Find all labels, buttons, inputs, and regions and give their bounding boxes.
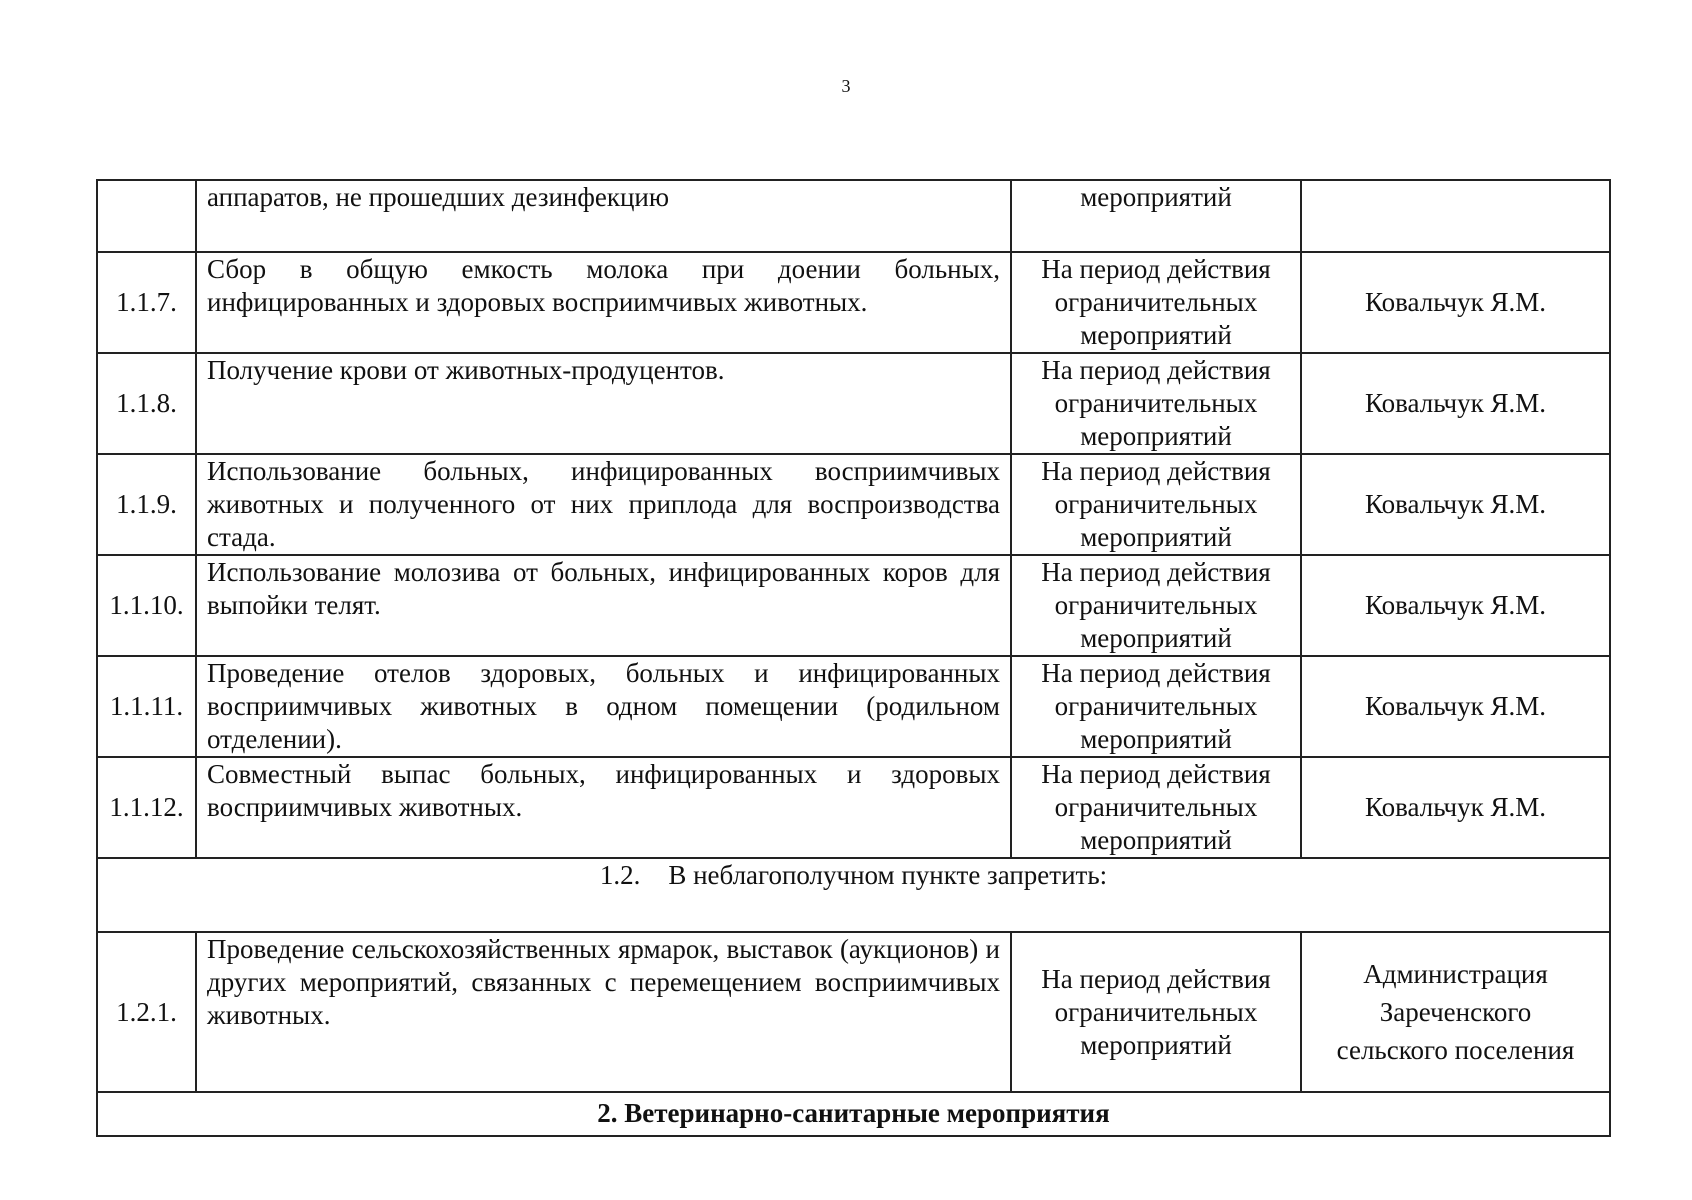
row-number: 1.1.10. [97, 555, 196, 656]
row-responsible: Ковальчук Я.М. [1301, 656, 1610, 757]
row-responsible: Ковальчук Я.М. [1301, 252, 1610, 353]
table-row [97, 454, 1610, 555]
row-period: На период действия ограничительных мероприятий [1011, 454, 1301, 555]
section-row [97, 858, 1610, 932]
row-period: мероприятий [1011, 180, 1301, 252]
row-description: аппаратов, не прошедших дезинфекцию [196, 180, 1011, 252]
row-responsible: Ковальчук Я.М. [1301, 757, 1610, 858]
table-row [97, 252, 1610, 353]
row-responsible: Ковальчук Я.М. [1301, 454, 1610, 555]
row-number: 1.1.12. [97, 757, 196, 858]
row-period: На период действия ограничительных мероприятий [1011, 932, 1301, 1092]
row-period: На период действия ограничительных мероприятий [1011, 757, 1301, 858]
row-description: Проведение сельскохозяйственных ярмарок, выставок (аукционов) и других мероприятий, связанных с перемещением восприимчивых животных. [196, 932, 1011, 1092]
section-text: В неблагополучном пункте запретить: [668, 860, 1108, 890]
row-responsible: Ковальчук Я.М. [1301, 555, 1610, 656]
row-period: На период действия ограничительных мероприятий [1011, 353, 1301, 454]
row-description: Совместный выпас больных, инфицированных и здоровых восприимчивых животных. [196, 757, 1011, 858]
table-row [97, 180, 1610, 252]
row-number: 1.1.8. [97, 353, 196, 454]
row-number: 1.1.9. [97, 454, 196, 555]
row-description: Использование больных, инфицированных восприимчивых животных и полученного от них приплода для воспроизводства стада. [196, 454, 1011, 555]
row-responsible [1301, 180, 1610, 252]
page-number: 3 [841, 76, 851, 96]
row-description: Использование молозива от больных, инфицированных коров для выпойки телят. [196, 555, 1011, 656]
table-row [97, 656, 1610, 757]
row-period: На период действия ограничительных мероприятий [1011, 555, 1301, 656]
row-responsible: Администрация Зареченского сельского поселения [1301, 932, 1610, 1092]
row-description: Сбор в общую емкость молока при доении больных, инфицированных и здоровых восприимчивых животных. [196, 252, 1011, 353]
measures-table [96, 179, 1611, 1137]
table-row [97, 353, 1610, 454]
section-title [97, 858, 1610, 932]
section-number: 1.2. [599, 860, 641, 890]
section-heading: 2. Ветеринарно-санитарные мероприятия [97, 1092, 1610, 1136]
table-row [97, 932, 1610, 1092]
row-description: Проведение отелов здоровых, больных и инфицированных восприимчивых животных в одном помещении (родильном отделении). [196, 656, 1011, 757]
row-number: 1.1.11. [97, 656, 196, 757]
table-row [97, 555, 1610, 656]
row-description: Получение крови от животных-продуцентов. [196, 353, 1011, 454]
row-number [97, 180, 196, 252]
table-row [97, 757, 1610, 858]
row-period: На период действия ограничительных мероприятий [1011, 656, 1301, 757]
row-number: 1.2.1. [97, 932, 196, 1092]
row-period: На период действия ограничительных мероприятий [1011, 252, 1301, 353]
row-responsible: Ковальчук Я.М. [1301, 353, 1610, 454]
row-number: 1.1.7. [97, 252, 196, 353]
heading-row [97, 1092, 1610, 1136]
